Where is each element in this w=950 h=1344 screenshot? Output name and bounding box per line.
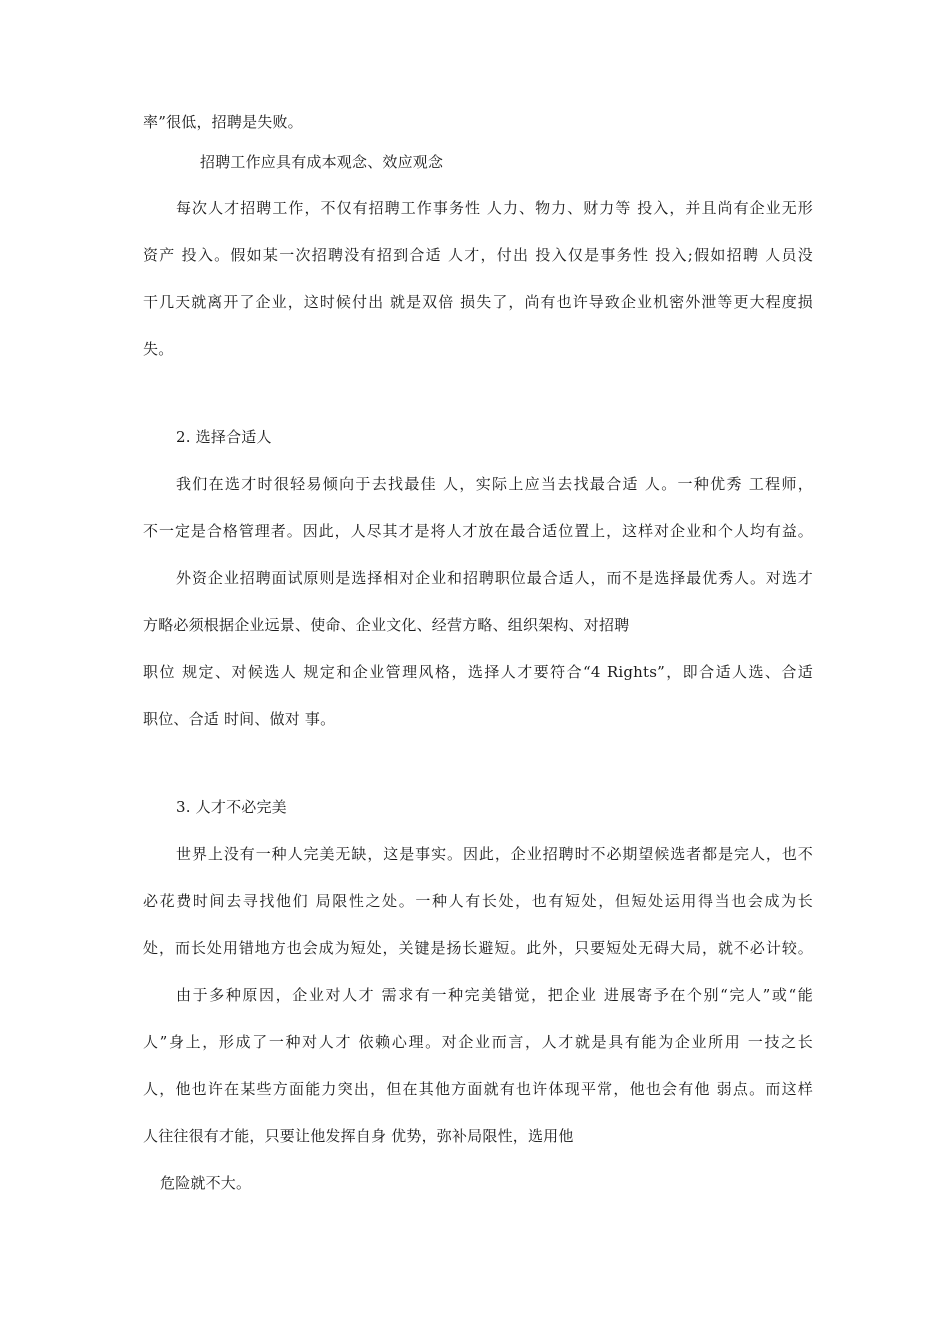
text-line: 由于多种原因，企业对人才 需求有一种完美错觉，把企业 进展寄予在个别“完人”或“能 bbox=[176, 986, 813, 1004]
text-line: 必花费时间去寻找他们 局限性之处。一种人有长处，也有短处，但短处运用得当也会成为长 bbox=[143, 892, 813, 910]
text-line: 职位 规定、对候选人 规定和企业管理风格，选择人才要符合“4 Rights”，即合适人选、合适 bbox=[143, 663, 813, 681]
text-line: 每次人才招聘工作，不仅有招聘工作事务性 人力、物力、财力等 投入，并且尚有企业无形 bbox=[176, 199, 813, 217]
text-line: 外资企业招聘面试原则是选择相对企业和招聘职位最合适人，而不是选择最优秀人。对选才 bbox=[176, 569, 813, 587]
text-line: 人”身上，形成了一种对人才 依赖心理。对企业而言，人才就是具有能为企业所用 一技之长 bbox=[143, 1033, 813, 1051]
section-subheading: 招聘工作应具有成本观念、效应观念 bbox=[200, 153, 444, 171]
text-line: 资产 投入。假如某一次招聘没有招到合适 人才，付出 投入仅是事务性 投入;假如招聘 人员没 bbox=[143, 246, 813, 264]
text-line: 失。 bbox=[143, 340, 174, 358]
text-line: 危险就不大。 bbox=[160, 1174, 252, 1192]
text-line: 我们在选才时很轻易倾向于去找最佳 人，实际上应当去找最合适 人。一种优秀 工程师， bbox=[176, 475, 813, 493]
text-line: 世界上没有一种人完美无缺，这是事实。因此，企业招聘时不必期望候选者都是完人，也不 bbox=[176, 845, 813, 863]
text-line: 人往往很有才能，只要让他发挥自身 优势，弥补局限性，选用他 bbox=[143, 1127, 574, 1145]
text-line: 率”很低，招聘是失败。 bbox=[143, 113, 303, 131]
text-line: 处，而长处用错地方也会成为短处，关键是扬长避短。此外，只要短处无碍大局，就不必计较。 bbox=[143, 939, 813, 957]
text-line: 人，他也许在某些方面能力突出，但在其他方面就有也许体现平常，他也会有他 弱点。而这样 bbox=[143, 1080, 813, 1098]
text-line: 不一定是合格管理者。因此，人尽其才是将人才放在最合适位置上，这样对企业和个人均有益。 bbox=[143, 522, 813, 540]
text-line: 方略必须根据企业远景、使命、企业文化、经营方略、组织架构、对招聘 bbox=[143, 616, 630, 634]
section-heading: 2. 选择合适人 bbox=[176, 428, 272, 446]
text-line: 职位、合适 时间、做对 事。 bbox=[143, 710, 336, 728]
text-line: 干几天就离开了企业，这时候付出 就是双倍 损失了，尚有也许导致企业机密外泄等更大程度损 bbox=[143, 293, 813, 311]
section-heading: 3. 人才不必完美 bbox=[176, 798, 287, 816]
